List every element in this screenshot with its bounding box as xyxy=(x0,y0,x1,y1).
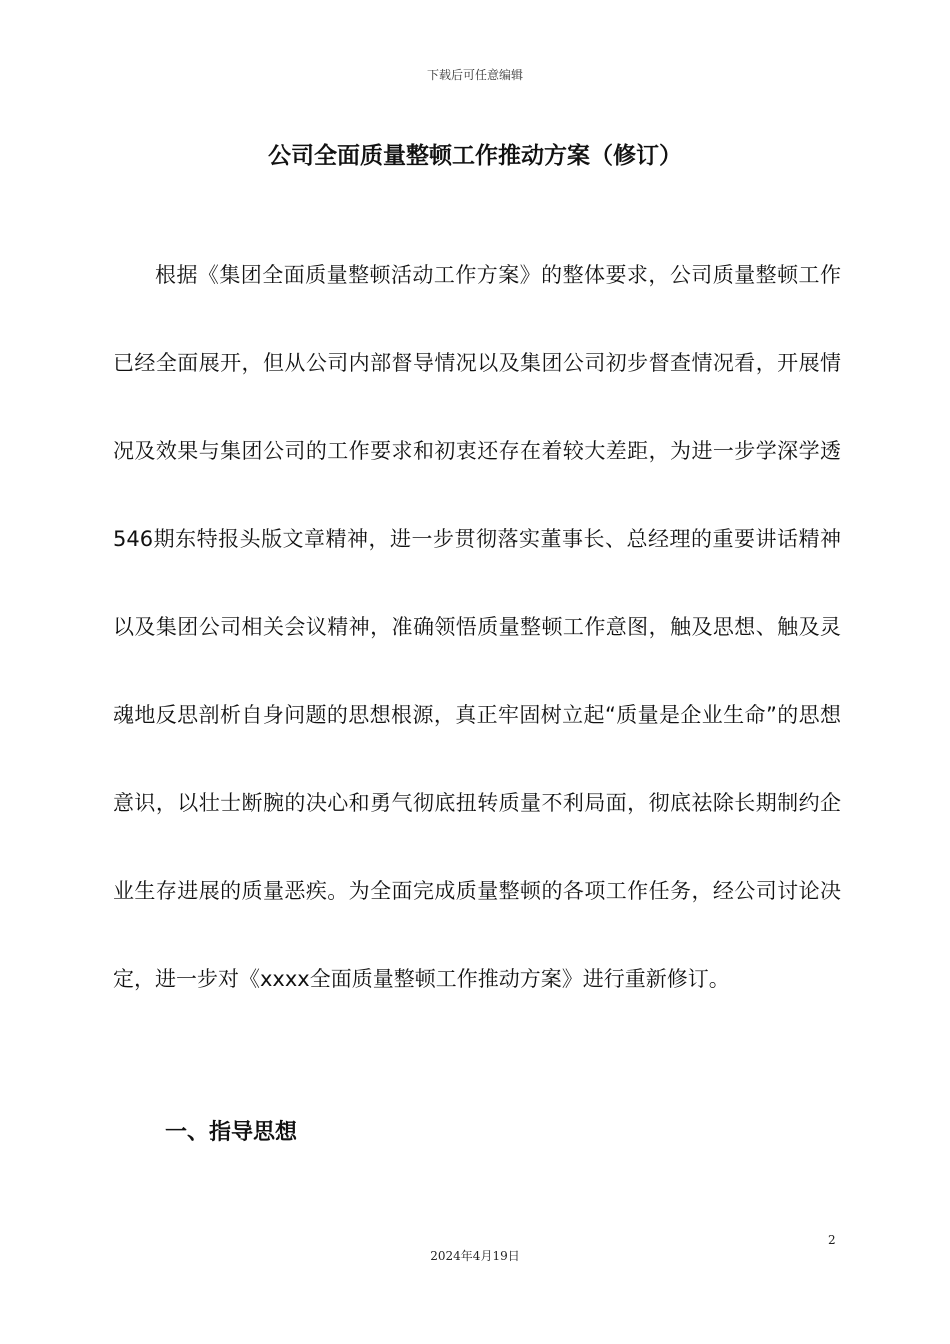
page-header: 下载后可任意编辑 xyxy=(426,68,523,82)
section-heading: 一、指导思想 xyxy=(165,1120,298,1145)
page-number: 2 xyxy=(828,1233,836,1247)
footer-date: 2024年4月19日 xyxy=(430,1249,520,1263)
body-paragraph: 根据《集团全面质量整顿活动工作方案》的整体要求，公司质量整顿工作已经全面展开，但从公司内部督导情况以及集团公司初步督查情况看，开展情况及效果与集团公司的工作要求和初衷还存在着较大差距，为进一步学深学透546期东特报头版文章精神，进一步贯彻落实董事长、总经理的重要讲话精神以及集团公司相关会议精神，准确领悟质量整顿工作意图，触及思想、触及灵魂地反思剖析自身问题的思想根源，真正牢固树立起“质量是企业生命”的思想意识，以壮士断腕的决心和勇气彻底扭转质量不利局面，彻底祛除长期制约企业生存进展的质量恶疾。为全面完成质量整顿的各项工作任务，经公司讨论决定，进一步对《xxxx全面质量整顿工作推动方案》进行重新修订。 xyxy=(113,263,841,991)
document-title: 公司全面质量整顿工作推动方案（修订） xyxy=(268,143,682,169)
